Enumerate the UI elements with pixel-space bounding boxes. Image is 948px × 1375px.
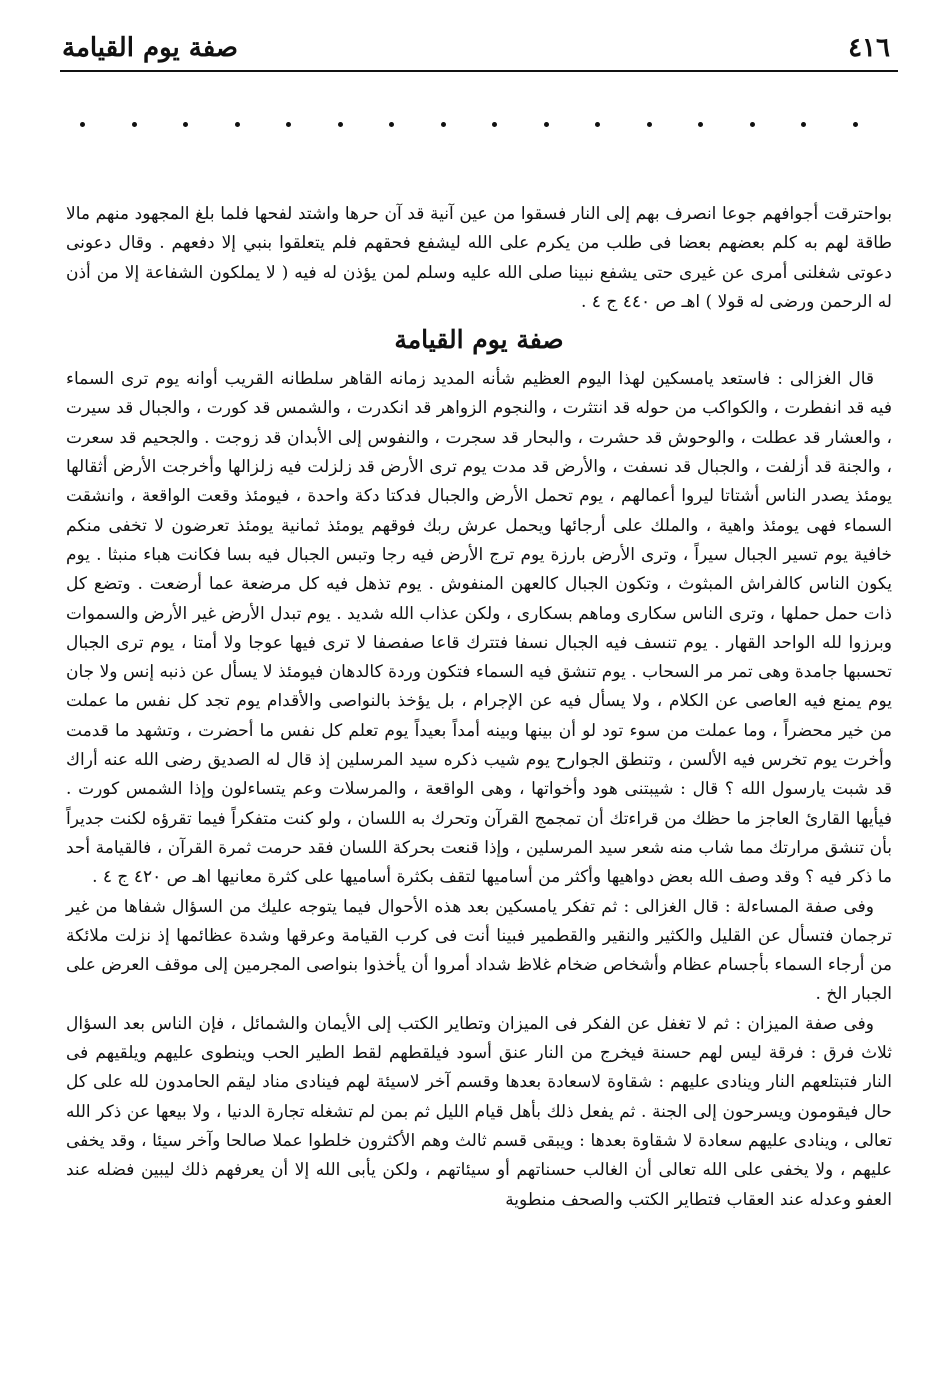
page-number: ٤١٦ <box>848 33 890 63</box>
ornament-dot <box>647 122 652 127</box>
ornament-dot <box>183 122 188 127</box>
ornament-dot <box>750 122 755 127</box>
ornament-dot <box>286 122 291 127</box>
ornament-dot <box>132 122 137 127</box>
dot-ornament-divider <box>80 114 858 134</box>
ornament-dot <box>801 122 806 127</box>
ornament-dot <box>853 122 858 127</box>
ornament-dot <box>595 122 600 127</box>
ornament-dot <box>492 122 497 127</box>
ornament-dot <box>441 122 446 127</box>
ornament-dot <box>389 122 394 127</box>
ornament-dot <box>698 122 703 127</box>
paragraph-questioning: وفى صفة المساءلة : قال الغزالى : ثم تفكر يامسكين بعد هذه الأحوال فيما يتوجه عليك من السؤال شفاها من غير ترجمان فتسأل عن القليل والكثير والنقير والقطمير فبينا أنت فى كرب القيامة وعرقها وشدة عظائمها إذ نزلت ملائكة من أرجاء السماء بأجسام عظام وأشخاص ضخام غلاظ شداد أمروا أن يأخذوا بنواصى المجرمين إلى موقف العرض على الجبار الخ . <box>66 896 892 1005</box>
ornament-dot <box>338 122 343 127</box>
ornament-dot <box>80 122 85 127</box>
ornament-dot <box>235 122 240 127</box>
paragraph-scale: وفى صفة الميزان : ثم لا تغفل عن الفكر فى الميزان وتطاير الكتب إلى الأيمان والشمائل ، فإن الناس بعد السؤال ثلاث فرق : فرقة ليس لهم حسنة فيخرج من النار عنق أسود فيلقطهم لقط الطير الحب وينطوى عليهم ويلقيهم فى النار فتبتلعهم النار وينادى عليهم : شقاوة لاسعادة بعدها وقسم آخر لاسيئة لهم فينادى مناد ليقم الحامدون لله على كل حال فيقومون ويسرحون إلى الجنة . ثم يفعل ذلك بأهل قيام الليل ثم بمن لم تشغله تجارة الدنيا ، ولا بيعها عن ذكر الله تعالى ، وينادى عليهم سعادة لا شقاوة بعدها : ويبقى قسم ثالث وهم الأكثرون خلطوا عملا صالحا وآخر سيئا ، وقد يخفى عليهم ، ولا يخفى على الله تعالى أن الغالب حسناتهم أو سيئاتهم ، ولكن يأبى الله إلا أن يعرفهم ذلك ليبين فضله عند العفو وعدله عند العقاب فتطاير الكتب والصحف منطوية <box>66 1013 892 1210</box>
intro-paragraph: بواحترقت أجوافهم جوعا انصرف بهم إلى النار فسقوا من عين آنية قد آن حرها واشتد لفحها فلما بلغ المجهود منهم مالا طاقة لهم به كلم بعضهم بعضا فى طلب من يكرم على الله لیشفع فحقهم فلم يتعلقوا بنبي إلا دفعهم . وقال دعونى دعوتى شغلنى أمرى عن غيرى حتى يشفع نبينا صلى الله عليه وسلم لمن يؤذن له فيه ( لا يملكون الشفاعة إلا من أذن له الرحمن ورضى له قولا ) اهـ ص ٤٤٠ ج ٤ . <box>66 204 892 312</box>
page-header <box>62 28 890 68</box>
section-title: صفة يوم القيامة <box>394 325 564 355</box>
body-text <box>66 200 892 1215</box>
ornament-dot <box>544 122 549 127</box>
paragraph-ghazali-day-of-judgment: قال الغزالى : فاستعد يامسكين لهذا اليوم العظيم شأنه المديد زمانه القاهر سلطانه القريب أوانه يوم ترى السماء فيه قد انفطرت ، والكواكب من حوله قد انتثرت ، والنجوم الزواهر قد انكدرت ، والشمس قد كورت ، والجبال قد سيرت ، والعشار قد عطلت ، والوحوش قد حشرت ، والبحار قد سجرت ، والنفوس إلى الأبدان قد زوجت . والجحيم قد سعرت ، والجنة قد أزلفت ، والجبال قد نسفت ، والأرض قد مدت يوم ترى الأرض قد زلزلت فيه زلزالها وأخرجت الأرض أثقالها يومئذ يصدر الناس أشتاتا ليروا أعمالهم ، يوم تحمل الأرض والجبال فدكتا دكة واحدة ، فيومئذ وقعت الواقعة ، وانشقت السماء فهى يومئذ واهية ، والملك على أرجائها ويحمل عرش ربك فوقهم يومئذ ثمانية يومئذ تعرضون لا تخفى منكم خافية يوم تسير الجبال سيراً ، وترى الأرض بارزة يوم ترج الأرض فيه رجا وتبس الجبال فيه بسا فكانت هباء منبثا . يوم يكون الناس كالفراش المبثوث ، وتكون الجبال كالعهن المنفوش . يوم تذهل فيه كل مرضعة عما أرضعت . وتضع كل ذات حمل حملها ، وترى الناس سكارى وماهم بسكارى ، ولكن عذاب الله شديد . يوم تبدل الأرض غير الأرض والسموات وبرزوا لله الواحد القهار . يوم تنسف فيه الجبال نسفا فتترك قاعا صفصفا لا ترى فيها عوجا ولا أمتا ، يوم ترى الجبال تحسبها جامدة وهى تمر مر السحاب . يوم تنشق فيه السماء فتكون وردة كالدهان فيومئذ لا يسأل عن ذنبه إنس ولا جان يوم يمنع فيه العاصى عن الكلام ، ولا يسأل فيه عن الإجرام ، بل يؤخذ بالنواصى والأقدام يوم تجد كل نفس ما عملت من خير محضراً ، وما عملت من سوء تود لو أن بينها وبينه أمداً بعيداً يوم تعلم كل نفس ما أحضرت ، وتشهد ما قدمت وأخرت يوم تخرس فيه الألسن ، وتنطق الجوارح يوم شيب ذكره سيد المرسلين إذ قال له الصديق رضى الله عنه أراك قد شبت يارسول الله ؟ قال : شيبتنى هود وأخواتها ، وهى الواقعة ، والمرسلات وعم يتساءلون وإذا الشمس كورت . فيأيها القارئ العاجز ما حظك من قراءتك أن تمجمج القرآن وتحرك به اللسان ، ولو كنت متفكراً فيما تقرؤه لكنت جديراً بأن تنشق مرارتك مما شاب منه شعر سيد المرسلين ، وإذا قنعت بحركة اللسان فقد حرمت ثمرة القرآن ، فالقيامة أحد ما ذكر فيه ؟ وقد وصف الله بعض دواهيها وأكثر من أساميها لتقف بكثرة أساميها على كثرة معانيها اهـ ص ٤٢٠ ج ٤ . <box>66 369 892 888</box>
running-title: صفة يوم القيامة <box>62 33 238 63</box>
header-rule <box>60 70 898 72</box>
